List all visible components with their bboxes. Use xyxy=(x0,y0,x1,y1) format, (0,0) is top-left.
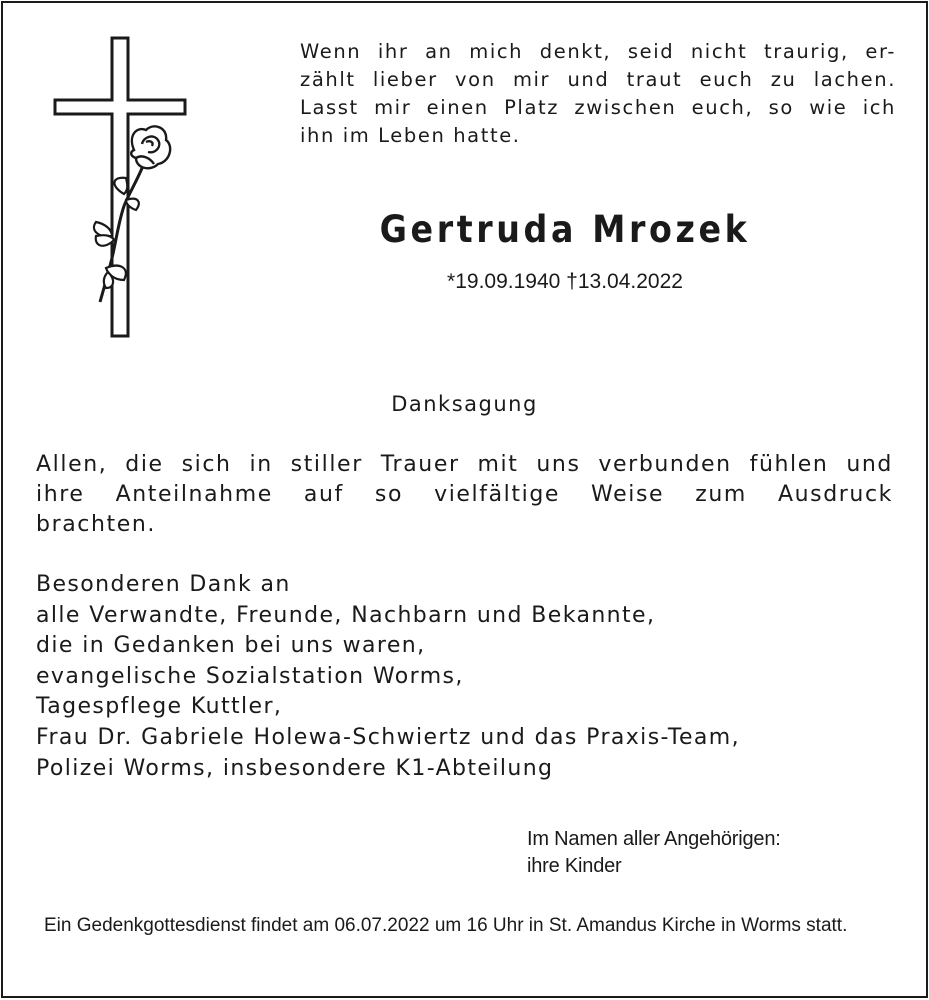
cross-with-rose-icon xyxy=(50,36,190,340)
memorial-poem xyxy=(300,38,896,150)
list-item: evangelische Sozialstation Worms, xyxy=(36,663,464,689)
list-item: Frau Dr. Gabriele Holewa-Schwiertz und das Praxis-Team, xyxy=(36,724,741,750)
family-signature xyxy=(527,826,781,880)
list-item: Besonderen Dank an xyxy=(36,572,291,597)
paragraph-line: ihre Anteilnahme auf so vielfältige Weise zum Ausdruck xyxy=(36,482,893,507)
list-item: die in Gedanken bei uns waren, xyxy=(36,633,426,659)
poem-line: Lasst mir einen Platz zwischen euch, so wie ich xyxy=(300,96,896,119)
signature-line: ihre Kinder xyxy=(527,855,622,877)
poem-line: Wenn ihr an mich denkt, seid nicht traurig, er- xyxy=(300,40,896,63)
list-item: Polizei Worms, insbesondere K1-Abteilung xyxy=(36,755,554,781)
poem-line: zählt lieber von mir und traut euch zu lachen. xyxy=(300,68,896,91)
list-item: alle Verwandte, Freunde, Nachbarn und Bekannte, xyxy=(36,602,656,628)
thanks-paragraph xyxy=(36,450,893,540)
list-item: Tagespflege Kuttler, xyxy=(36,694,283,720)
section-heading: Danksagung xyxy=(391,392,538,416)
life-dates: *19.09.1940 †13.04.2022 xyxy=(447,270,683,293)
paragraph-line: Allen, die sich in stiller Trauer mit uns verbunden fühlen und xyxy=(36,452,893,477)
poem-line: ihn im Leben hatte. xyxy=(300,124,521,147)
special-thanks-list xyxy=(36,570,740,784)
signature-line: Im Namen aller Angehörigen: xyxy=(527,828,781,850)
deceased-name: Gertruda Mrozek xyxy=(379,208,751,251)
paragraph-line: brachten. xyxy=(36,512,157,537)
memorial-service-notice: Ein Gedenkgottesdienst findet am 06.07.2022 um 16 Uhr in St. Amandus Kirche in Worms statt. xyxy=(44,915,848,936)
